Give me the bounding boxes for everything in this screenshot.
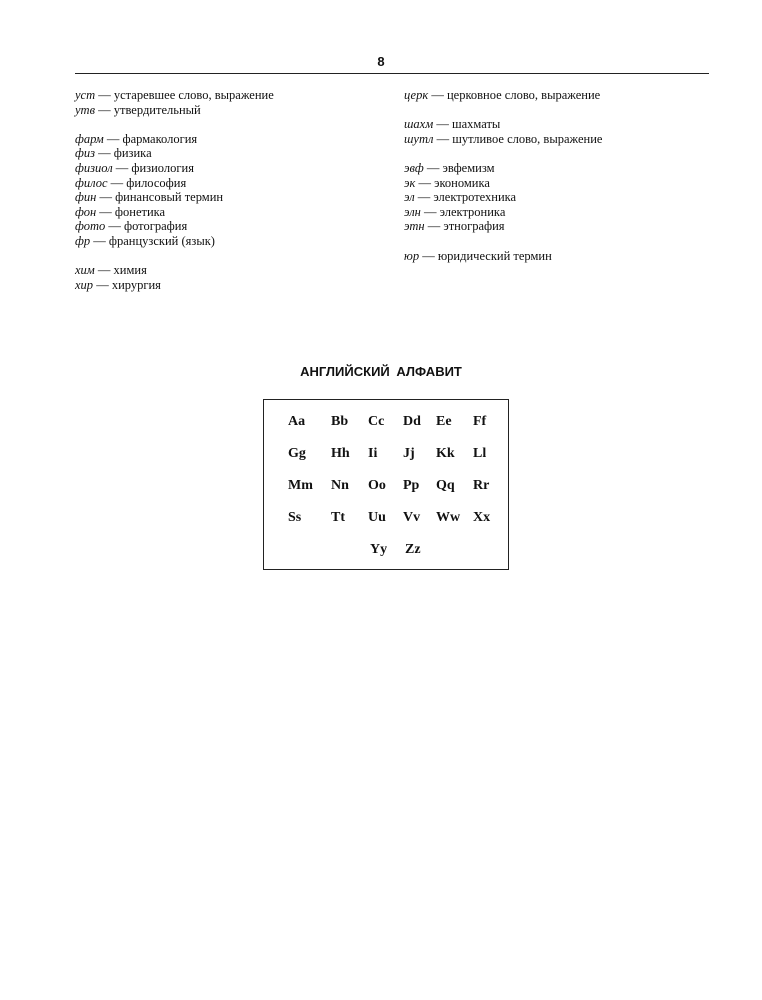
alphabet-box xyxy=(263,399,509,570)
abbreviation: уст xyxy=(75,88,96,102)
abbreviation-entry xyxy=(404,190,709,205)
abbreviation-meaning: — химия xyxy=(94,263,147,278)
abbreviation-entry xyxy=(75,88,375,103)
abbreviation-meaning: — философия xyxy=(107,175,187,190)
abbreviation: хим xyxy=(75,263,95,278)
abbreviations-left-column xyxy=(75,88,375,307)
abbreviation-meaning: — электроника xyxy=(420,204,506,219)
abbreviation: физ xyxy=(75,146,96,161)
alphabet-letter: Ff xyxy=(473,414,487,429)
abbreviation: шахм xyxy=(404,117,434,132)
abbreviation-entry xyxy=(75,263,375,278)
alphabet-letter: Jj xyxy=(403,446,415,461)
abbreviation-entry xyxy=(404,176,709,191)
abbreviation-meaning: — шутливое слово, выражение xyxy=(433,131,603,146)
abbreviation-entry xyxy=(75,234,375,249)
alphabet-letter: Tt xyxy=(331,510,345,525)
abbreviation: филос xyxy=(75,175,108,190)
alphabet-letter: Ii xyxy=(368,446,378,461)
abbreviation-entry xyxy=(404,132,709,147)
alphabet-letter: Kk xyxy=(436,446,455,461)
alphabet-letter: Bb xyxy=(331,414,349,429)
header-rule xyxy=(75,73,709,74)
alphabet-letter: Gg xyxy=(288,446,306,461)
abbreviation-entry xyxy=(75,205,375,220)
alphabet-letter: Cc xyxy=(368,414,385,429)
abbreviation-group xyxy=(75,132,375,249)
abbreviation-entry xyxy=(75,132,375,147)
abbreviation-entry xyxy=(404,117,709,132)
alphabet-letter: Oo xyxy=(368,478,386,493)
alphabet-letter: Nn xyxy=(331,478,349,493)
abbreviation-group xyxy=(75,263,375,292)
abbreviation: церк xyxy=(404,88,429,102)
alphabet-letter: Pp xyxy=(403,478,420,493)
abbreviation: элн xyxy=(404,204,421,219)
abbreviation: эл xyxy=(404,190,415,205)
abbreviation: этн xyxy=(404,219,425,234)
alphabet-letter: Uu xyxy=(368,510,386,525)
abbreviation-group xyxy=(404,249,709,264)
alphabet-letter: Mm xyxy=(288,478,313,493)
alphabet-letter: Yy xyxy=(370,542,388,557)
abbreviation-meaning: — юридический термин xyxy=(419,248,552,263)
abbreviation-meaning: — утвердительный xyxy=(95,102,201,117)
abbreviation-entry xyxy=(75,176,375,191)
abbreviation: физиол xyxy=(75,160,113,175)
abbreviation-meaning: — церковное слово, выражение xyxy=(428,88,601,102)
alphabet-title: АНГЛИЙСКИЙ АЛФАВИТ xyxy=(300,364,462,379)
alphabet-letter: Ss xyxy=(288,510,302,525)
abbreviation-meaning: — устаревшее слово, выражение xyxy=(95,88,274,102)
abbreviation-entry xyxy=(75,161,375,176)
abbreviation-meaning: — фармакология xyxy=(103,131,198,146)
abbreviation-entry xyxy=(75,103,375,118)
alphabet-letter: Ee xyxy=(436,414,452,429)
alphabet-letter: Zz xyxy=(405,542,421,557)
abbreviation-meaning: — физиология xyxy=(112,160,194,175)
abbreviation: фото xyxy=(75,219,106,234)
alphabet-letter: Aa xyxy=(288,414,306,429)
abbreviation-entry xyxy=(404,161,709,176)
abbreviation-group xyxy=(75,88,375,117)
abbreviation: хир xyxy=(75,277,94,292)
abbreviation-meaning: — эвфемизм xyxy=(423,160,495,175)
abbreviation-entry xyxy=(75,278,375,293)
alphabet-letter: Rr xyxy=(473,478,490,493)
abbreviation-meaning: — шахматы xyxy=(433,117,501,132)
abbreviations-right-column xyxy=(404,88,709,278)
abbreviation-group xyxy=(404,161,709,234)
abbreviation-meaning: — этнография xyxy=(424,219,505,234)
abbreviation-entry xyxy=(75,146,375,161)
alphabet-letter: Xx xyxy=(473,510,491,525)
alphabet-letter: Dd xyxy=(403,414,421,429)
page-number: 8 xyxy=(377,54,385,69)
abbreviation: фон xyxy=(75,204,97,219)
abbreviation-meaning: — французский (язык) xyxy=(90,233,215,248)
abbreviation: юр xyxy=(404,248,420,263)
abbreviation: фарм xyxy=(75,131,104,146)
abbreviation-entry xyxy=(404,249,709,264)
abbreviation-group xyxy=(404,88,709,103)
alphabet-letter: Vv xyxy=(403,510,421,525)
abbreviation: утв xyxy=(75,102,96,117)
abbreviation-group xyxy=(404,117,709,146)
abbreviation: фин xyxy=(75,190,97,205)
abbreviation-meaning: — фотография xyxy=(105,219,188,234)
abbreviation: шутл xyxy=(404,131,434,146)
alphabet-letter: Ww xyxy=(436,510,461,525)
abbreviation-entry xyxy=(404,88,709,103)
abbreviation-meaning: — электротехника xyxy=(414,190,517,205)
abbreviation-entry xyxy=(404,219,709,234)
abbreviation-meaning: — финансовый термин xyxy=(96,190,224,205)
abbreviation-entry xyxy=(404,205,709,220)
abbreviation: эвф xyxy=(404,160,424,175)
abbreviation-meaning: — хирургия xyxy=(93,277,161,292)
alphabet-letter: Ll xyxy=(473,446,487,461)
alphabet-letter: Hh xyxy=(331,446,350,461)
abbreviation-meaning: — фонетика xyxy=(96,204,166,219)
abbreviation: эк xyxy=(404,175,416,190)
alphabet-letter: Qq xyxy=(436,478,455,493)
abbreviation-entry xyxy=(75,190,375,205)
abbreviation: фр xyxy=(75,233,91,248)
abbreviation-meaning: — экономика xyxy=(415,175,490,190)
abbreviation-meaning: — физика xyxy=(95,146,152,161)
abbreviation-entry xyxy=(75,219,375,234)
